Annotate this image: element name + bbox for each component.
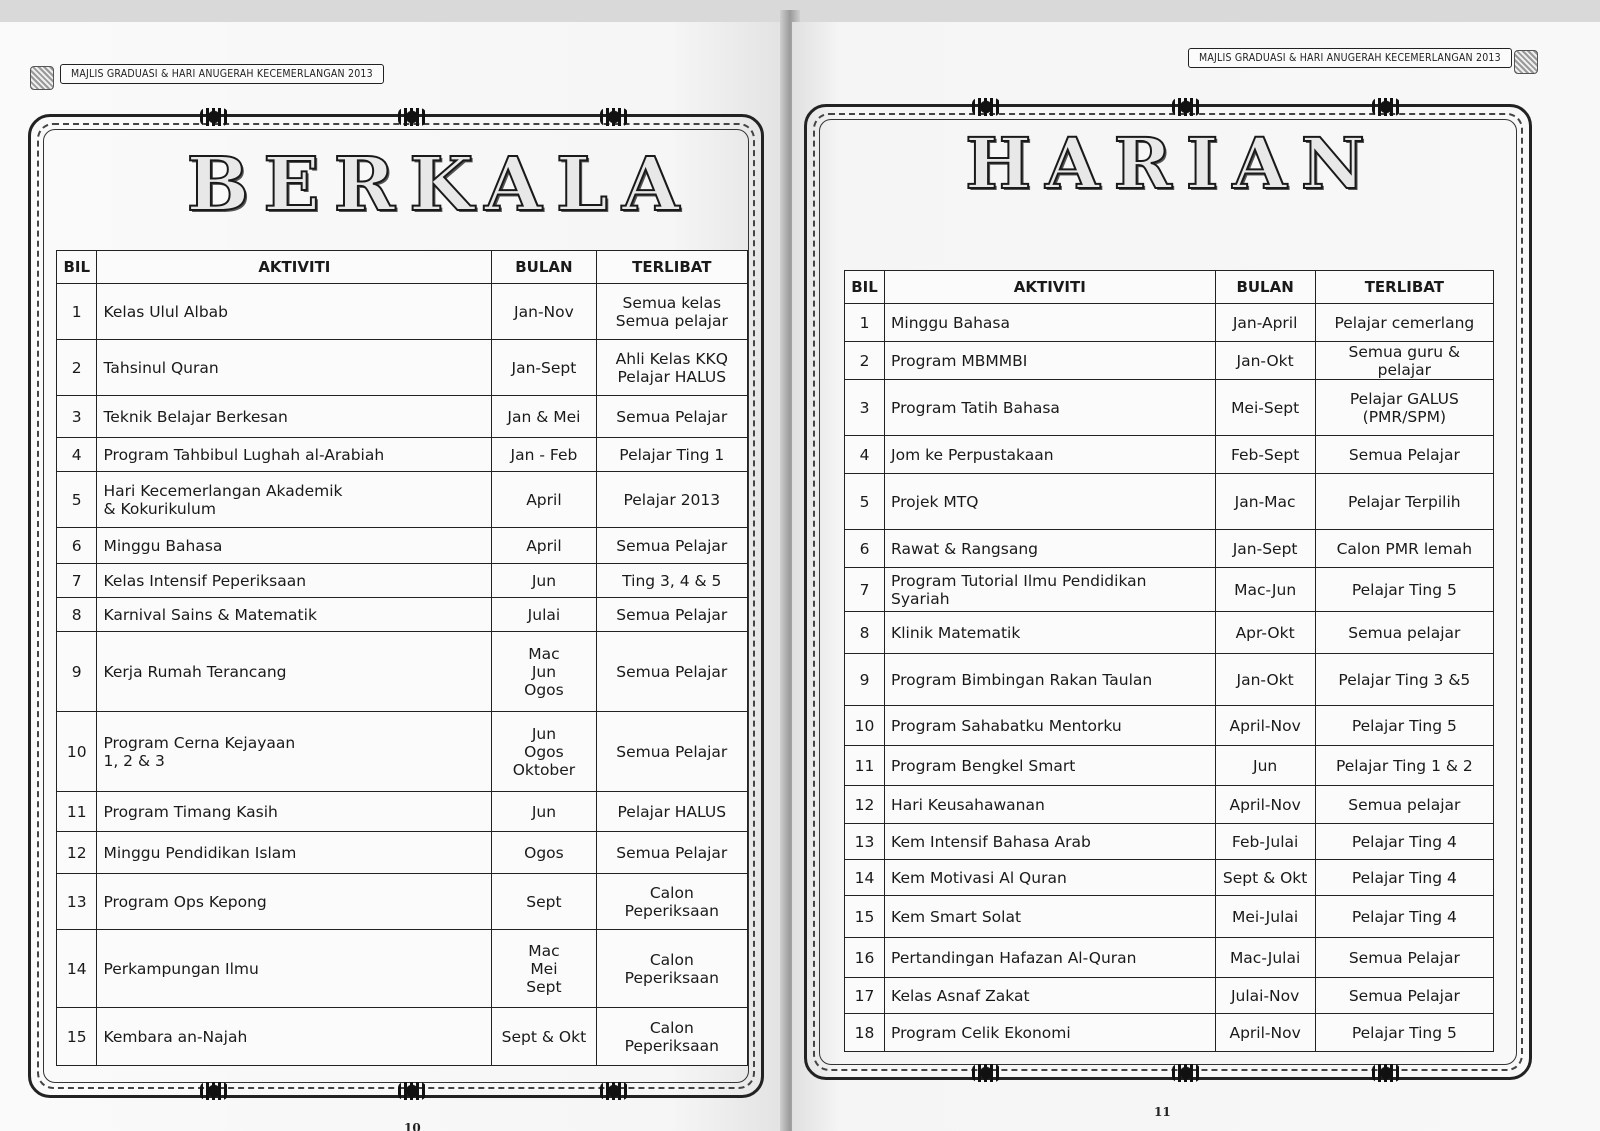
table-row [845,612,1494,654]
table-body [845,304,1494,1052]
row-number: 14 [845,860,885,896]
activity-cell: Kem Smart Solat [885,896,1216,938]
participants-cell: Ting 3, 4 & 5 [596,564,747,598]
page-title: HARIAN [965,122,1379,205]
participants-cell: Calon PMR lemah [1315,530,1493,568]
activity-cell: Pertandingan Hafazan Al-Quran [885,938,1216,978]
activity-cell: Program Timang Kasih [97,792,492,832]
row-number: 8 [57,598,97,632]
row-number: 15 [845,896,885,938]
table-row [57,1008,748,1066]
row-number: 8 [845,612,885,654]
activity-cell: Karnival Sains & Matematik [97,598,492,632]
table-row [57,632,748,712]
month-cell: Mac-Julai [1215,938,1315,978]
month-cell: April-Nov [1215,786,1315,824]
schedule-table [56,250,748,1066]
ornament-knot-icon [600,108,628,126]
table-row [57,874,748,930]
table-row [57,284,748,340]
page-number: 11 [1154,1105,1171,1119]
month-cell: Sept & Okt [1215,860,1315,896]
row-number: 1 [845,304,885,342]
table-row [845,978,1494,1014]
row-number: 4 [845,436,885,474]
table-row [57,472,748,528]
participants-cell: Pelajar Terpilih [1315,474,1493,530]
month-cell: Apr-Okt [1215,612,1315,654]
activity-cell: Program Cerna Kejayaan 1, 2 & 3 [97,712,492,792]
page-number: 10 [404,1121,421,1131]
table-row [845,896,1494,938]
row-number: 5 [57,472,97,528]
column-header-bulan: BULAN [492,251,596,284]
row-number: 12 [57,832,97,874]
participants-cell: Semua Pelajar [596,832,747,874]
ornament-knot-icon [1372,1064,1400,1082]
row-number: 18 [845,1014,885,1052]
activity-cell: Projek MTQ [885,474,1216,530]
participants-cell: Pelajar HALUS [596,792,747,832]
row-number: 10 [845,706,885,746]
row-number: 6 [845,530,885,568]
table-row [845,436,1494,474]
activity-cell: Program Bimbingan Rakan Taulan [885,654,1216,706]
participants-cell: Semua Pelajar [596,396,747,438]
activity-cell: Jom ke Perpustakaan [885,436,1216,474]
activity-cell: Kem Intensif Bahasa Arab [885,824,1216,860]
row-number: 11 [845,746,885,786]
table-row [845,304,1494,342]
participants-cell: Semua guru & pelajar [1315,342,1493,380]
activity-cell: Minggu Bahasa [885,304,1216,342]
participants-cell: Calon Peperiksaan [596,930,747,1008]
activity-cell: Kelas Ulul Albab [97,284,492,340]
month-cell: Jan-Sept [1215,530,1315,568]
row-number: 2 [845,342,885,380]
activity-cell: Kelas Asnaf Zakat [885,978,1216,1014]
row-number: 13 [845,824,885,860]
table-header-row [845,271,1494,304]
month-cell: April [492,472,596,528]
month-cell: Jan-Sept [492,340,596,396]
column-header-bil: BIL [57,251,97,284]
row-number: 7 [57,564,97,598]
month-cell: Jun [492,564,596,598]
month-cell: Jun [492,792,596,832]
participants-cell: Semua Pelajar [596,528,747,564]
activity-cell: Program Tutorial Ilmu Pendidikan Syariah [885,568,1216,612]
ornament-knot-icon [1372,98,1400,116]
month-cell: Feb-Julai [1215,824,1315,860]
month-cell: Mac Jun Ogos [492,632,596,712]
participants-cell: Pelajar Ting 1 [596,438,747,472]
right-page [792,22,1600,1131]
month-cell: Jan-Okt [1215,654,1315,706]
activity-cell: Kem Motivasi Al Quran [885,860,1216,896]
month-cell: Jan - Feb [492,438,596,472]
column-header-bulan: BULAN [1215,271,1315,304]
activity-cell: Program Tatih Bahasa [885,380,1216,436]
participants-cell: Semua Pelajar [596,598,747,632]
table-header-row [57,251,748,284]
activity-cell: Kembara an-Najah [97,1008,492,1066]
participants-cell: Pelajar GALUS (PMR/SPM) [1315,380,1493,436]
ornament-knot-icon [972,98,1000,116]
activity-cell: Kelas Intensif Peperiksaan [97,564,492,598]
ornament-knot-icon [200,1082,228,1100]
activity-cell: Klinik Matematik [885,612,1216,654]
ornament-knot-icon [1172,1064,1200,1082]
table-row [57,528,748,564]
table-row [845,1014,1494,1052]
table-row [57,438,748,472]
participants-cell: Calon Peperiksaan [596,874,747,930]
month-cell: Jan-Okt [1215,342,1315,380]
participants-cell: Semua pelajar [1315,612,1493,654]
participants-cell: Pelajar Ting 4 [1315,824,1493,860]
month-cell: April-Nov [1215,706,1315,746]
column-header-terlibat: TERLIBAT [1315,271,1493,304]
row-number: 15 [57,1008,97,1066]
participants-cell: Pelajar Ting 5 [1315,1014,1493,1052]
participants-cell: Calon Peperiksaan [596,1008,747,1066]
activity-cell: Minggu Pendidikan Islam [97,832,492,874]
participants-cell: Semua Pelajar [596,712,747,792]
month-cell: Sept & Okt [492,1008,596,1066]
ornament-knot-icon [398,108,426,126]
table-row [845,746,1494,786]
participants-cell: Pelajar Ting 1 & 2 [1315,746,1493,786]
participants-cell: Semua Pelajar [1315,938,1493,978]
row-number: 13 [57,874,97,930]
month-cell: Mei-Julai [1215,896,1315,938]
participants-cell: Semua pelajar [1315,786,1493,824]
activity-cell: Program Celik Ekonomi [885,1014,1216,1052]
activity-cell: Program MBMMBI [885,342,1216,380]
activity-cell: Teknik Belajar Berkesan [97,396,492,438]
table-row [57,340,748,396]
table-row [845,706,1494,746]
table-row [57,712,748,792]
row-number: 4 [57,438,97,472]
table-row [845,938,1494,978]
activity-cell: Program Bengkel Smart [885,746,1216,786]
page-header: MAJLIS GRADUASI & HARI ANUGERAH KECEMERLANGAN 2013 [60,64,384,84]
column-header-aktiviti: AKTIVITI [97,251,492,284]
month-cell: Jan-Mac [1215,474,1315,530]
activity-cell: Perkampungan Ilmu [97,930,492,1008]
table-row [57,792,748,832]
month-cell: Jun [1215,746,1315,786]
row-number: 1 [57,284,97,340]
participants-cell: Pelajar Ting 5 [1315,706,1493,746]
table-row [57,832,748,874]
activity-cell: Minggu Bahasa [97,528,492,564]
row-number: 9 [845,654,885,706]
row-number: 5 [845,474,885,530]
month-cell: Mac-Jun [1215,568,1315,612]
month-cell: Julai [492,598,596,632]
month-cell: Jun Ogos Oktober [492,712,596,792]
participants-cell: Pelajar Ting 5 [1315,568,1493,612]
activity-cell: Program Ops Kepong [97,874,492,930]
activity-cell: Hari Keusahawanan [885,786,1216,824]
row-number: 6 [57,528,97,564]
ornament-knot-icon [398,1082,426,1100]
table-row [845,860,1494,896]
month-cell: Ogos [492,832,596,874]
participants-cell: Semua Pelajar [1315,978,1493,1014]
row-number: 3 [845,380,885,436]
table-row [845,786,1494,824]
month-cell: April-Nov [1215,1014,1315,1052]
month-cell: Mac Mei Sept [492,930,596,1008]
table-body [57,284,748,1066]
row-number: 14 [57,930,97,1008]
row-number: 2 [57,340,97,396]
participants-cell: Pelajar Ting 4 [1315,860,1493,896]
ornament-knot-icon [1172,98,1200,116]
participants-cell: Semua Pelajar [1315,436,1493,474]
row-number: 10 [57,712,97,792]
table-row [57,930,748,1008]
left-page [0,22,788,1131]
activity-cell: Program Sahabatku Mentorku [885,706,1216,746]
month-cell: Jan-April [1215,304,1315,342]
table-row [845,824,1494,860]
schedule-table [844,270,1494,1052]
table-row [845,380,1494,436]
participants-cell: Semua Pelajar [596,632,747,712]
ornament-knot-icon [200,108,228,126]
row-number: 3 [57,396,97,438]
month-cell: Jan-Nov [492,284,596,340]
month-cell: Mei-Sept [1215,380,1315,436]
month-cell: April [492,528,596,564]
participants-cell: Ahli Kelas KKQ Pelajar HALUS [596,340,747,396]
participants-cell: Pelajar Ting 4 [1315,896,1493,938]
table-row [845,474,1494,530]
participants-cell: Pelajar Ting 3 &5 [1315,654,1493,706]
row-number: 12 [845,786,885,824]
participants-cell: Pelajar 2013 [596,472,747,528]
month-cell: Julai-Nov [1215,978,1315,1014]
ornament-knot-icon [972,1064,1000,1082]
participants-cell: Pelajar cemerlang [1315,304,1493,342]
row-number: 9 [57,632,97,712]
table-row [845,654,1494,706]
school-crest-icon [1514,50,1538,74]
column-header-bil: BIL [845,271,885,304]
school-crest-icon [30,66,54,90]
table-row [57,598,748,632]
month-cell: Feb-Sept [1215,436,1315,474]
table-row [845,568,1494,612]
page-title: BERKALA [186,142,694,228]
activity-cell: Hari Kecemerlangan Akademik & Kokurikulum [97,472,492,528]
activity-cell: Tahsinul Quran [97,340,492,396]
table-row [57,564,748,598]
row-number: 7 [845,568,885,612]
ornament-knot-icon [600,1082,628,1100]
row-number: 17 [845,978,885,1014]
activity-cell: Rawat & Rangsang [885,530,1216,568]
table-row [845,342,1494,380]
table-row [57,396,748,438]
table-row [845,530,1494,568]
month-cell: Sept [492,874,596,930]
row-number: 11 [57,792,97,832]
column-header-terlibat: TERLIBAT [596,251,747,284]
month-cell: Jan & Mei [492,396,596,438]
activity-cell: Kerja Rumah Terancang [97,632,492,712]
column-header-aktiviti: AKTIVITI [885,271,1216,304]
participants-cell: Semua kelas Semua pelajar [596,284,747,340]
activity-cell: Program Tahbibul Lughah al-Arabiah [97,438,492,472]
page-header: MAJLIS GRADUASI & HARI ANUGERAH KECEMERLANGAN 2013 [1188,48,1512,68]
row-number: 16 [845,938,885,978]
